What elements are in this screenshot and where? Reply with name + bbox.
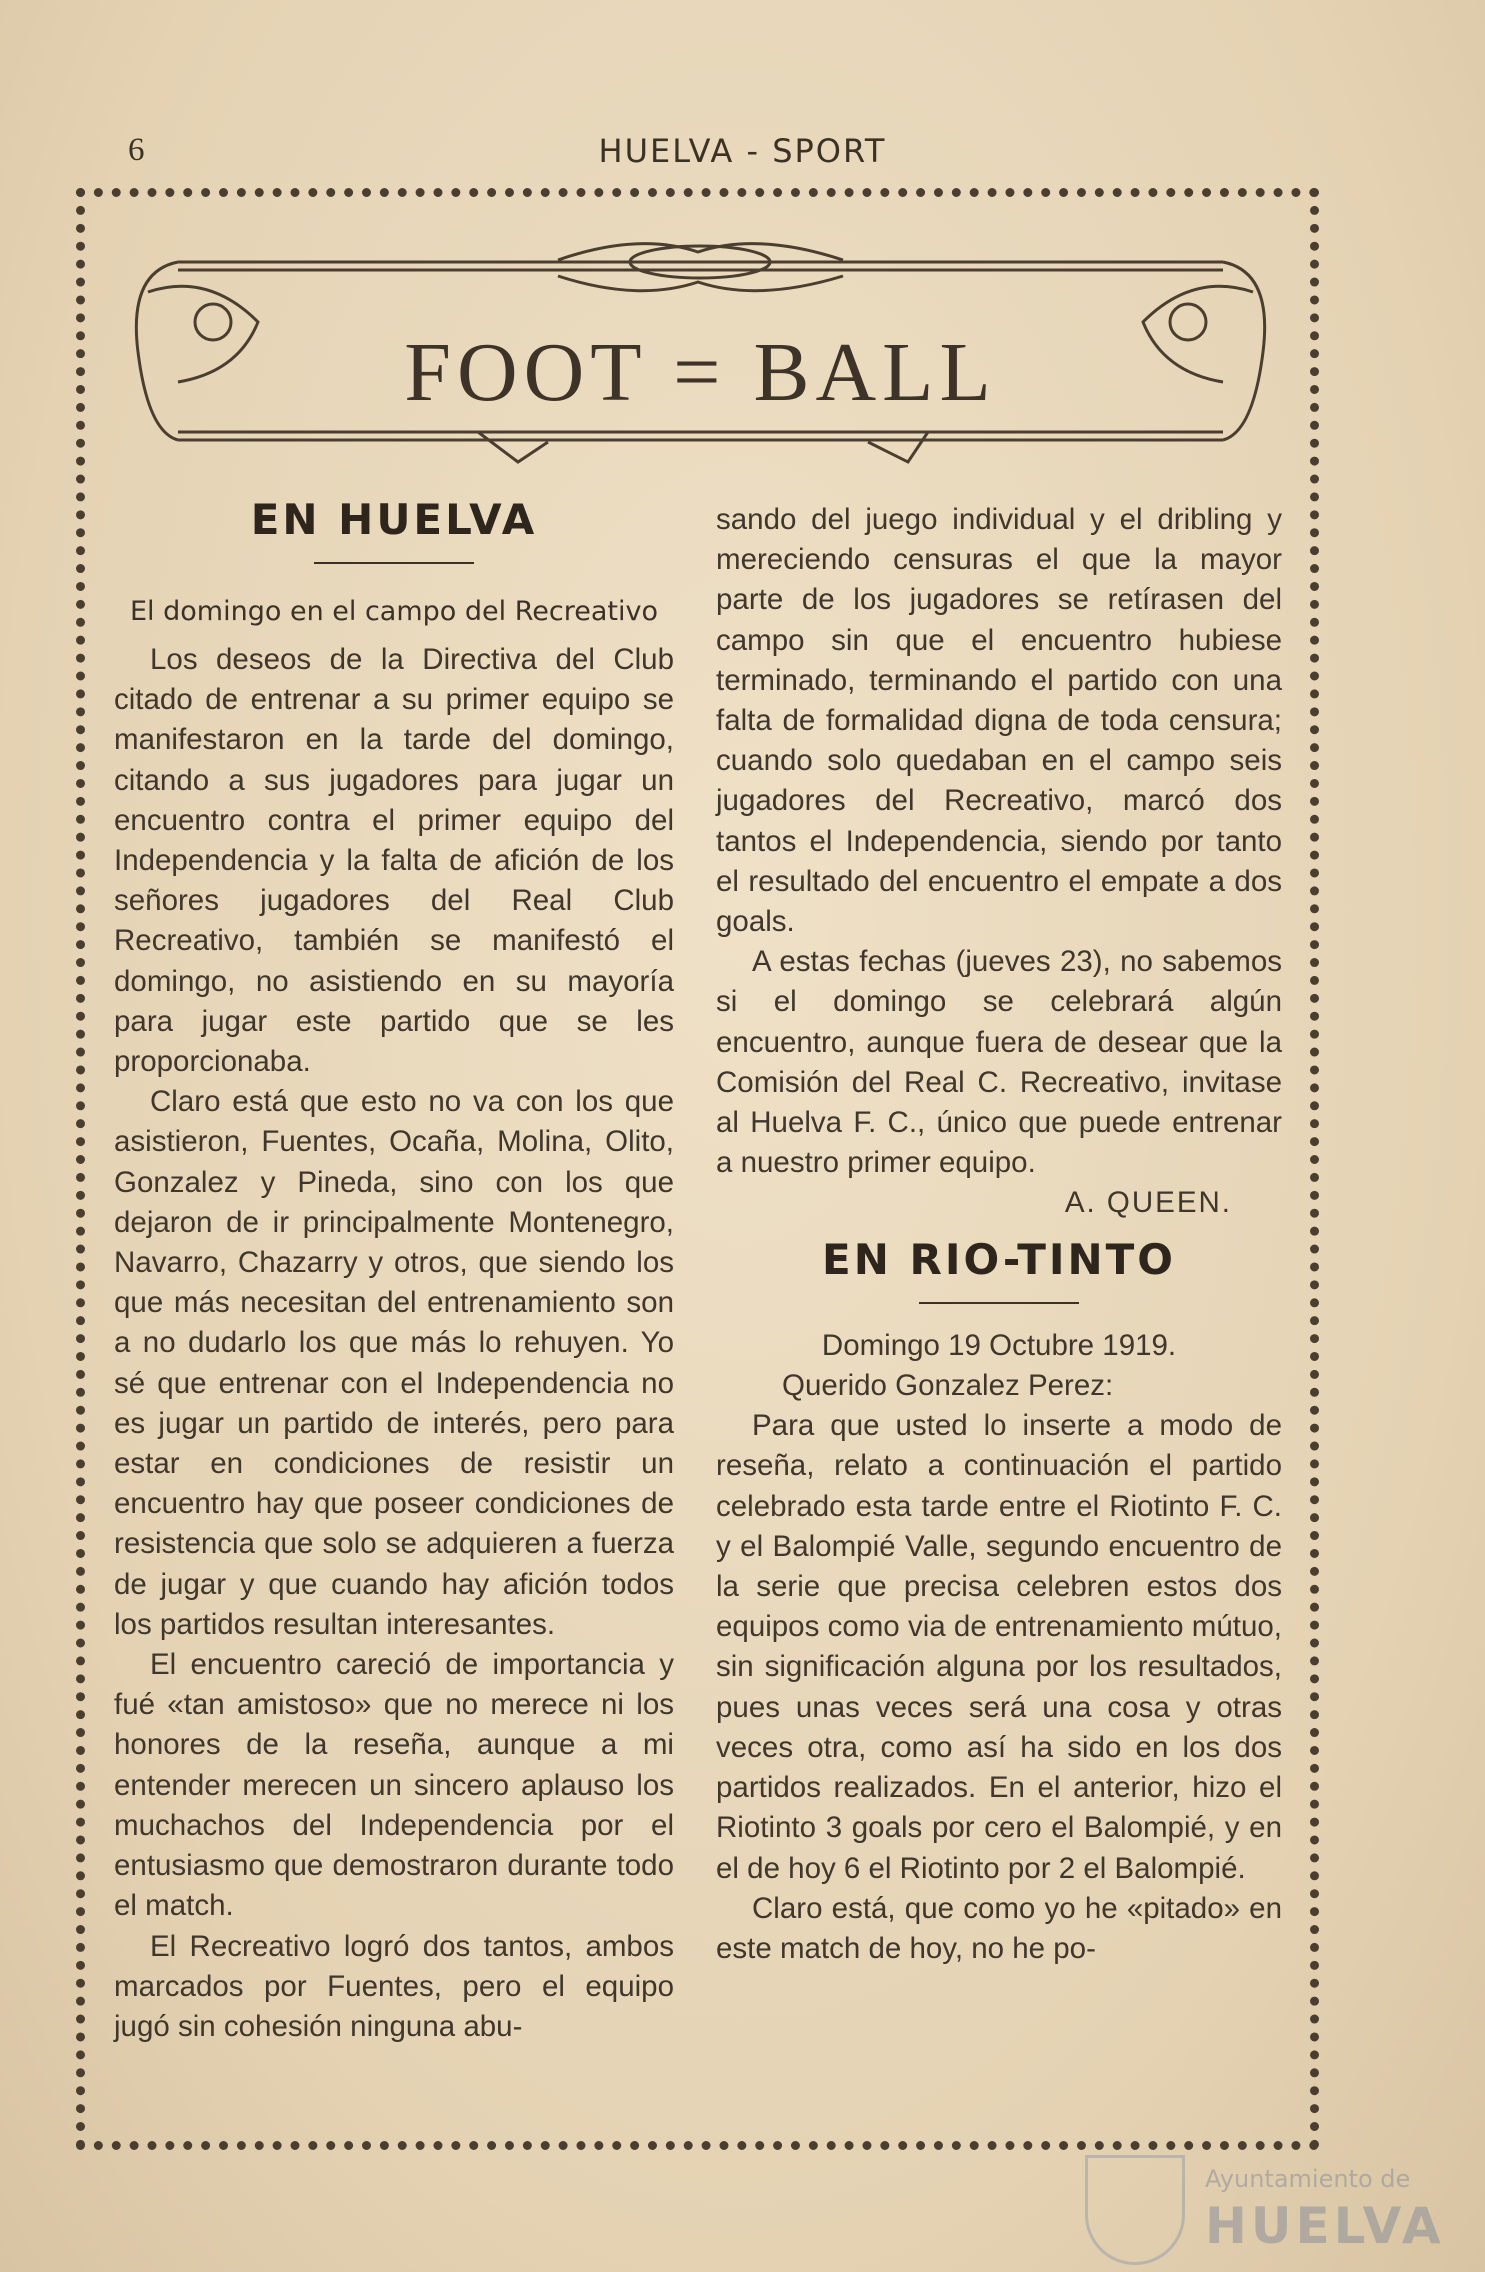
left-column [114,640,674,2047]
archive-watermark [1085,2155,1445,2265]
signature: A. QUEEN. [1064,1186,1232,1220]
paragraph: A estas fechas (jueves 23), no sabemos si el domingo se celebrará algún encuentro, aunque fuera de desear que la Comisión del Real C. Recreativo, invitase al Huelva F. C., único que puede entrenar a nuestro primer equipo. [716,945,1282,1180]
subheading: El domingo en el campo del Recreativo [130,596,658,628]
title-rule [919,1302,1079,1304]
left-column-heading [114,495,674,632]
paragraph: Para que usted lo inserte a modo de reseña, relato a continuación el partido celebrado esta tarde entre el Riotinto F. C. y el Balompié Valle, segundo encuentro de la serie que precisa celebren estos dos equipos como via de entrenamiento mútuo, sin significación alguna por los resultados, pues unas veces será una cosa y otras veces otra, como así ha sido en los dos partidos realizados. En el anterior, hizo el Riotinto 3 goals por cero el Balompié, y en el de hoy 6 el Riotinto por 2 el Balompié. [716,1409,1282,1885]
coat-of-arms-icon [1085,2155,1185,2265]
football-banner [118,232,1283,470]
paragraph: El Recreativo logró dos tantos, ambos marcados por Fuentes, pero el equipo jugó sin cohesión ninguna abu- [114,1929,674,2043]
paragraph: Claro está que esto no va con los que asistieron, Fuentes, Ocaña, Molina, Olito, Gonzalez y Pineda, sino con los que dejaron de ir principalmente Montenegro, Navarro, Chazarry y otros, que siendo los que más necesitan del entrenamiento son a no dudarlo los que más lo rehuyen. Yo sé que entrenar con el Independencia no es jugar un partido de interés, pero para estar en condiciones de resistir un encuentro hay que poseer condiciones de resistencia que solo se adquieren a fuerza de jugar y que cuando hay afición todos los partidos resultan interesantes. [114,1085,674,1641]
paragraph: sando del juego individual y el dribling y mereciendo censuras el que la mayor parte de los jugadores se retírasen del campo sin que el encuentro hubiese terminado, terminando el partido con una falta de formalidad digna de toda censura; cuando solo quedaban en el campo seis jugadores del Recreativo, marcó dos tantos el Independencia, siendo por tanto el resultado del encuentro el empate a dos goals. [716,503,1282,939]
page-header [0,132,1485,182]
right-column [716,500,1282,1969]
paragraph: Claro está, que como yo he «pitado» en este match de hoy, no he po- [716,1891,1282,1965]
watermark-line1: Ayuntamiento de [1205,2165,1411,2193]
title-rule [314,562,474,564]
section-title-huelva: EN HUELVA [250,495,538,544]
salutation: Querido Gonzalez Perez: [782,1369,1114,1403]
section-title-riotinto: EN RIO-TINTO [822,1234,1176,1284]
running-title: HUELVA - SPORT [598,132,887,170]
banner-title: FOOT = BALL [404,326,997,419]
paragraph: El encuentro careció de importancia y fué «tan amistoso» que no merece ni los honores de la reseña, aunque a mi entender merecen un sincero aplauso los muchachos del Independencia por el entusiasmo que demostraron durante todo el match. [114,1648,674,1923]
watermark-line2: HUELVA [1205,2197,1445,2255]
page-number: 6 [128,132,145,168]
dateline: Domingo 19 Octubre 1919. [821,1328,1177,1362]
paragraph: Los deseos de la Directiva del Club citado de entrenar a su primer equipo se manifestaron en la tarde del domingo, citando a sus jugadores para jugar un encuentro contra el primer equipo del Independencia y la falta de afición de los señores jugadores del Real Club Recreativo, también se manifestó el domingo, no asistiendo en su mayoría para jugar este partido que se les proporcionaba. [114,643,674,1079]
